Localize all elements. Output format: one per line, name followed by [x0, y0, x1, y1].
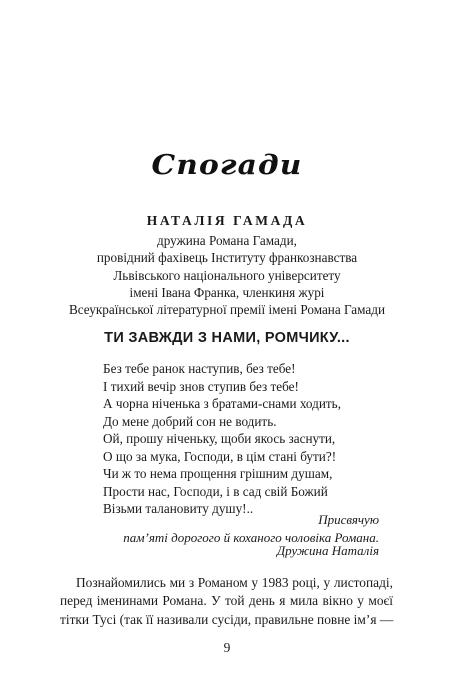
author-description-line: дружина Романа Гамади, — [157, 233, 297, 248]
author-description — [0, 232, 454, 318]
prose-line: перед іменинами Романа. У той день я мила вікно у моєї — [60, 593, 393, 609]
poem-line: Чи ж то нема прощення грішним душам, — [103, 466, 333, 481]
page-number: 9 — [223, 640, 231, 655]
author-description-line: Львівського національного університету — [113, 267, 341, 283]
poem-line: Візьми талановиту душу!.. — [103, 501, 254, 516]
prose-line: Познайомились ми з Романом у 1983 році, у листопаді, — [76, 575, 393, 590]
author-description-line: Всеукраїнської літературної премії імені Романа Гамади — [68, 302, 386, 318]
author-description-line: імені Івана Франка, членкиня журі — [129, 284, 325, 300]
prose-line: тітки Тусі (так її називали сусіди, правильне повне ім’я — — [60, 611, 394, 627]
poem-dedication — [123, 511, 379, 546]
poem-line: І тихий вечір знов ступив без тебе! — [103, 378, 299, 394]
poem-line: О що за мука, Господи, в цім стані бути?! — [103, 448, 337, 464]
dedication-line: пам’яті дорогого й коханого чоловіка Романа. — [123, 529, 379, 545]
poem-line: До мене добрий сон не водить. — [103, 413, 277, 429]
author-description-line: провідний фахівець Інституту франкознавства — [96, 250, 358, 266]
dedication-line: Присвячую — [318, 512, 379, 527]
author-name: НАТАЛІЯ ГАМАДА — [146, 213, 308, 228]
poem-line: Без тебе ранок наступив, без тебе! — [103, 361, 296, 376]
poem-signature: Дружина Наталія — [276, 543, 379, 558]
poem-line: Ой, прошу ніченьку, щоби якось заснути, — [103, 431, 336, 446]
poem-line: Прости нас, Господи, і в сад свій Божий — [103, 483, 328, 499]
section-title: Спогади — [151, 150, 303, 181]
prose-paragraph — [60, 574, 393, 629]
poem-title: ТИ ЗАВЖДИ З НАМИ, РОМЧИКУ... — [104, 330, 350, 346]
poem-line: А чорна ніченька з братами-снами ходить, — [103, 396, 341, 411]
poem-body — [103, 360, 341, 518]
